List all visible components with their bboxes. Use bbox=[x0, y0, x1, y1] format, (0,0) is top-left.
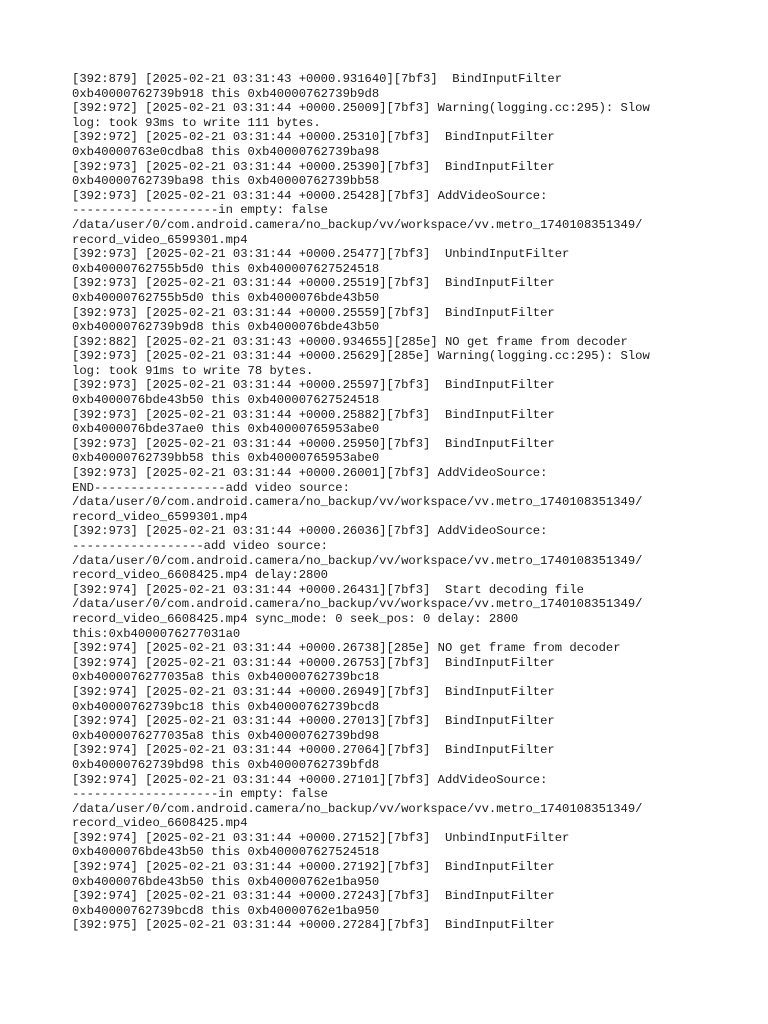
log-line: log: took 93ms to write 111 bytes. bbox=[72, 115, 321, 130]
log-line: [392:973] [2025-02-21 03:31:44 +0000.26001][7bf3] AddVideoSource: bbox=[72, 466, 548, 481]
log-line: [392:973] [2025-02-21 03:31:44 +0000.25597][7bf3] BindInputFilter bbox=[72, 378, 555, 393]
log-line: 0xb4000076277035a8 this 0xb40000762739bd98 bbox=[72, 728, 380, 743]
log-line: ------------------add video source: bbox=[72, 539, 328, 553]
log-line: 0xb40000763e0cdba8 this 0xb40000762739ba98 bbox=[72, 144, 380, 159]
log-line: [392:973] [2025-02-21 03:31:44 +0000.25882][7bf3] BindInputFilter bbox=[72, 407, 555, 422]
log-line: --------------------in empty: false bbox=[72, 787, 328, 802]
log-line: 0xb40000762739bc18 this 0xb40000762739bcd8 bbox=[72, 699, 380, 714]
log-line: [392:974] [2025-02-21 03:31:44 +0000.27013][7bf3] BindInputFilter bbox=[72, 714, 555, 729]
log-line: [392:973] [2025-02-21 03:31:44 +0000.25950][7bf3] BindInputFilter bbox=[72, 436, 555, 451]
log-line: 0xb40000762739bd98 this 0xb40000762739bfd8 bbox=[72, 757, 380, 772]
log-line: 0xb40000762739bb58 this 0xb40000765953abe0 bbox=[72, 451, 380, 466]
log-line: [392:974] [2025-02-21 03:31:44 +0000.27243][7bf3] BindInputFilter bbox=[72, 889, 555, 904]
log-line: --------------------in empty: false bbox=[72, 203, 328, 218]
log-line: 0xb4000076bde37ae0 this 0xb40000765953abe0 bbox=[72, 422, 380, 437]
log-line: [392:973] [2025-02-21 03:31:44 +0000.25477][7bf3] UnbindInputFilter bbox=[72, 247, 570, 262]
log-line: END------------------add video source: bbox=[72, 480, 350, 495]
log-text-block bbox=[72, 72, 732, 933]
log-line: [392:882] [2025-02-21 03:31:43 +0000.934655][285e] NO get frame from decoder bbox=[72, 334, 628, 349]
log-document bbox=[72, 72, 732, 933]
log-line: 0xb4000076277035a8 this 0xb40000762739bc18 bbox=[72, 670, 380, 685]
log-line: [392:974] [2025-02-21 03:31:44 +0000.26431][7bf3] Start decoding file bbox=[72, 582, 584, 597]
log-line: [392:975] [2025-02-21 03:31:44 +0000.27284][7bf3] BindInputFilter bbox=[72, 918, 555, 933]
log-line: 0xb40000762739ba98 this 0xb40000762739bb58 bbox=[72, 174, 380, 189]
log-line: [392:974] [2025-02-21 03:31:44 +0000.27101][7bf3] AddVideoSource: bbox=[72, 772, 548, 787]
log-line: [392:974] [2025-02-21 03:31:44 +0000.26753][7bf3] BindInputFilter bbox=[72, 655, 555, 670]
log-line: [392:974] [2025-02-21 03:31:44 +0000.27152][7bf3] UnbindInputFilter bbox=[72, 830, 570, 845]
log-line: /data/user/0/com.android.camera/no_backup/vv/workspace/vv.metro_1740108351349/ bbox=[72, 553, 643, 568]
log-line: 0xb4000076bde43b50 this 0xb40000762e1ba950 bbox=[72, 874, 380, 889]
log-line: [392:973] [2025-02-21 03:31:44 +0000.25428][7bf3] AddVideoSource: bbox=[72, 188, 548, 203]
log-line: record_video_6608425.mp4 sync_mode: 0 seek_pos: 0 delay: 2800 bbox=[72, 611, 519, 626]
log-line: 0xb4000076bde43b50 this 0xb400007627524518 bbox=[72, 393, 380, 408]
log-line: record_video_6599301.mp4 bbox=[72, 232, 248, 247]
log-line: [392:974] [2025-02-21 03:31:44 +0000.27192][7bf3] BindInputFilter bbox=[72, 860, 555, 875]
log-line: 0xb40000762739b918 this 0xb40000762739b9d8 bbox=[72, 86, 380, 101]
log-line: 0xb40000762755b5d0 this 0xb400007627524518 bbox=[72, 261, 380, 276]
log-line: [392:879] [2025-02-21 03:31:43 +0000.931640][7bf3] BindInputFilter bbox=[72, 72, 563, 86]
log-line: 0xb40000762755b5d0 this 0xb4000076bde43b50 bbox=[72, 290, 380, 305]
log-line: [392:974] [2025-02-21 03:31:44 +0000.26738][285e] NO get frame from decoder bbox=[72, 641, 621, 656]
log-line: /data/user/0/com.android.camera/no_backup/vv/workspace/vv.metro_1740108351349/ bbox=[72, 597, 643, 612]
log-line: [392:973] [2025-02-21 03:31:44 +0000.25559][7bf3] BindInputFilter bbox=[72, 305, 555, 320]
log-line: [392:973] [2025-02-21 03:31:44 +0000.25519][7bf3] BindInputFilter bbox=[72, 276, 555, 291]
log-line: record_video_6608425.mp4 delay:2800 bbox=[72, 568, 328, 583]
log-line: /data/user/0/com.android.camera/no_backup/vv/workspace/vv.metro_1740108351349/ bbox=[72, 495, 643, 510]
log-line: [392:974] [2025-02-21 03:31:44 +0000.26949][7bf3] BindInputFilter bbox=[72, 684, 555, 699]
log-line: log: took 91ms to write 78 bytes. bbox=[72, 363, 314, 378]
log-line: /data/user/0/com.android.camera/no_backup/vv/workspace/vv.metro_1740108351349/ bbox=[72, 801, 643, 816]
log-line: record_video_6608425.mp4 bbox=[72, 816, 248, 831]
log-line: /data/user/0/com.android.camera/no_backup/vv/workspace/vv.metro_1740108351349/ bbox=[72, 217, 643, 232]
log-line: [392:973] [2025-02-21 03:31:44 +0000.26036][7bf3] AddVideoSource: bbox=[72, 524, 548, 539]
log-line: 0xb40000762739bcd8 this 0xb40000762e1ba950 bbox=[72, 903, 380, 918]
log-line: 0xb40000762739b9d8 this 0xb4000076bde43b50 bbox=[72, 320, 380, 335]
log-line: [392:973] [2025-02-21 03:31:44 +0000.25390][7bf3] BindInputFilter bbox=[72, 159, 555, 174]
log-line: [392:974] [2025-02-21 03:31:44 +0000.27064][7bf3] BindInputFilter bbox=[72, 743, 555, 758]
log-line: 0xb4000076bde43b50 this 0xb400007627524518 bbox=[72, 845, 380, 860]
log-line: [392:972] [2025-02-21 03:31:44 +0000.25009][7bf3] Warning(logging.cc:295): Slow bbox=[72, 101, 650, 116]
log-line: this:0xb4000076277031a0 bbox=[72, 626, 241, 641]
log-line: record_video_6599301.mp4 bbox=[72, 509, 248, 524]
log-line: [392:973] [2025-02-21 03:31:44 +0000.25629][285e] Warning(logging.cc:295): Slow bbox=[72, 349, 650, 364]
log-line: [392:972] [2025-02-21 03:31:44 +0000.25310][7bf3] BindInputFilter bbox=[72, 130, 555, 145]
